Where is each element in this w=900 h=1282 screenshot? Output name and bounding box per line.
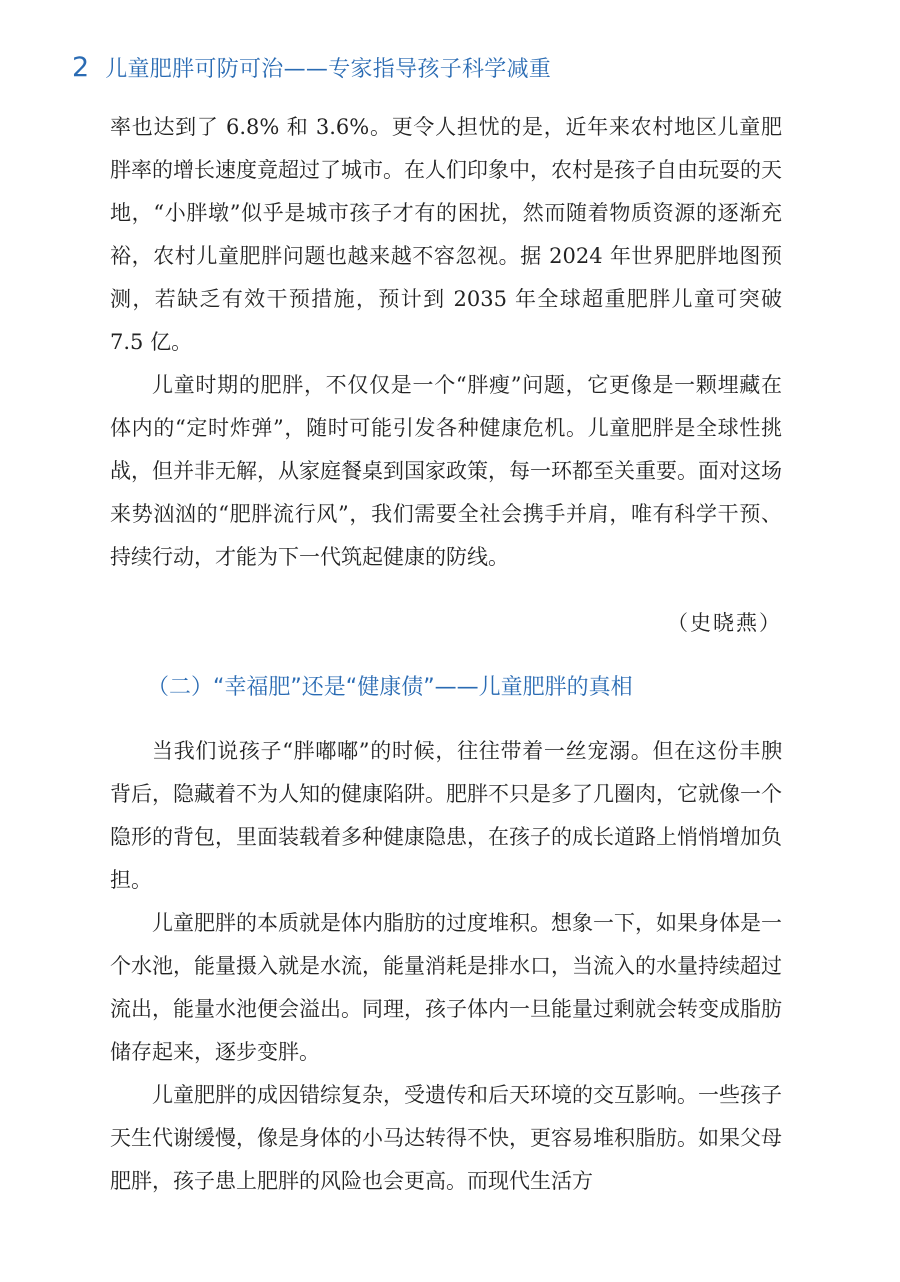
section-heading: （二）“幸福肥”还是“健康债”——儿童肥胖的真相 [147, 675, 633, 700]
text-block-section [110, 730, 782, 1203]
book-title: 儿童肥胖可防可治——专家指导孩子科学减重 [105, 56, 552, 82]
text-block-top [110, 106, 782, 579]
page-number: 2 [72, 51, 90, 83]
paragraph: 儿童肥胖的成因错综复杂，受遗传和后天环境的交互影响。一些孩子天生代谢缓慢，像是身体的小马达转得不快，更容易堆积脂肪。如果父母肥胖，孩子患上肥胖的风险也会更高。而现代生活方 [110, 1083, 782, 1193]
author-credit: （史晓燕） [667, 611, 782, 635]
paragraph: 儿童肥胖的本质就是体内脂肪的过度堆积。想象一下，如果身体是一个水池，能量摄入就是水流，能量消耗是排水口，当流入的水量持续超过流出，能量水池便会溢出。同理，孩子体内一旦能量过剩就会转变成脂肪储存起来，逐步变胖。 [110, 911, 782, 1064]
paragraph: 率也达到了 6.8% 和 3.6%。更令人担忧的是，近年来农村地区儿童肥胖率的增长速度竟超过了城市。在人们印象中，农村是孩子自由玩耍的天地，“小胖墩”似乎是城市孩子才有的困扰，然而随着物质资源的逐渐充裕，农村儿童肥胖问题也越来越不容忽视。据 2024 年世界肥胖地图预测，若缺乏有效干预措施，预计到 2035 年全球超重肥胖儿童可突破 7.5 亿。 [110, 115, 782, 354]
paragraph: 儿童时期的肥胖，不仅仅是一个“胖瘦”问题，它更像是一颗埋藏在体内的“定时炸弹”，随时可能引发各种健康危机。儿童肥胖是全球性挑战，但并非无解，从家庭餐桌到国家政策，每一环都至关重要。面对这场来势汹汹的“肥胖流行风”，我们需要全社会携手并肩，唯有科学干预、持续行动，才能为下一代筑起健康的防线。 [110, 373, 782, 569]
running-header [72, 50, 551, 84]
paragraph: 当我们说孩子“胖嘟嘟”的时候，往往带着一丝宠溺。但在这份丰腴背后，隐藏着不为人知的健康陷阱。肥胖不只是多了几圈肉，它就像一个隐形的背包，里面装载着多种健康隐患，在孩子的成长道路上悄悄增加负担。 [110, 739, 782, 892]
